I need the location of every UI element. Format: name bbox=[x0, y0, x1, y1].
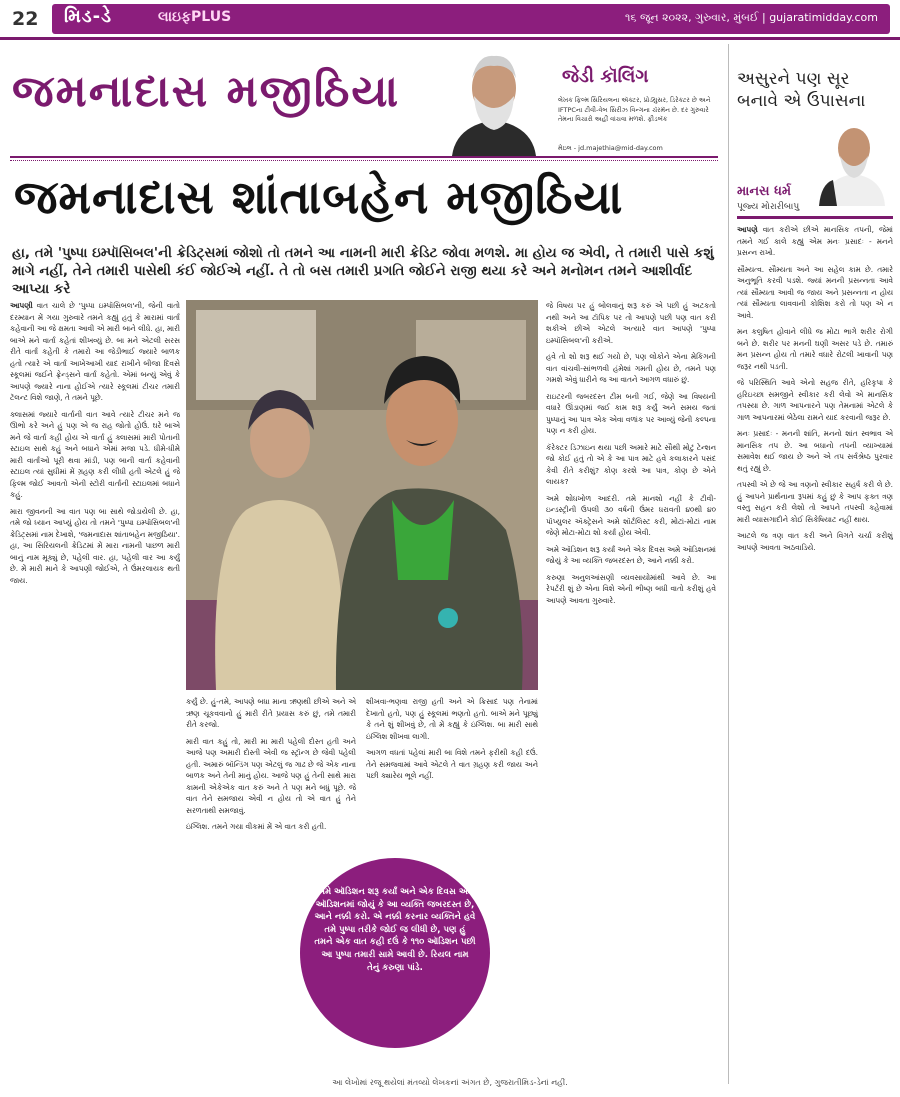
paragraph: કૅરેક્ટર ડિઝાઇન થયા પછી અમારે માટે સૌથી મોટું ટેન્શન જો કોઈ હતું તો એ કે આ પાત્ર માટે હવે કલાકારને પસંદ કેવી રીતે કરીશું? કોણ કરશે આ પાત્ર, કોણ છે એને લાયક? bbox=[546, 442, 716, 486]
paragraph: આગળ વધતાં પહેલાં મારી બા વિશે તમને ફરીથી કહી દઉં. તેને સમજવામાં આવે એટલે તે વાત ગ્રહણ કરી જાય અને પછી ક્યારેય ભૂલે નહીં. bbox=[366, 748, 538, 780]
text-column-1 bbox=[10, 300, 180, 1090]
paragraph: મનઃ પ્રસાદઃ - મનની શાંતિ, મનનો શાંત સ્વભાવ એ માનસિક તપ છે. આ બધાનો તપની વ્યાખ્યામાં સમાવેશ થઈ જાય છે અને એ તપ સર્વશ્રેષ્ઠ પુરવાર થતું રહ્યું છે. bbox=[737, 429, 893, 473]
sidebar-author: પૂજ્ય મોરારીબાપુ bbox=[737, 202, 800, 212]
paragraph: રાઇટરની જબરદસ્ત ટીમ બની ગઈ, જેણે આ વિષયની વધારે ઊંડાણમાં જઈ કામ શરૂ કર્યું અને સમય જતાં પુષ્પાનું આ પાત્ર એક એવા વળાંક પર આવ્યું જેની કલ્પના પણ ન કરી હોય. bbox=[546, 391, 716, 435]
paragraph: કરુણા અનુલઆંસણી વ્યવસાયોમાંથી આવે છે. આ રેપર્ટરી શું છે એના વિશે એની ભીષ્ણ બધી વાતો કરીશું હવે આપણે આવતા ગુરુવારે. bbox=[546, 572, 716, 605]
paragraph: જે પરિસ્થિતિ આવે એનો સહજ રીતે, હરિકૃપા કે હરિઇચ્છા સમજીને સ્વીકાર કરી લેવો એ માનસિક તપસ્યા છે. ગાળ આપનારને પણ તેમનામાં એટલે કે ગાળ આપનારમાં બેઠેલા રામને યાદ કરવાની જરૂર છે. bbox=[737, 378, 893, 422]
sidebar-column bbox=[728, 44, 892, 1084]
pull-quote: અમે ઑડિશન શરૂ કર્યાં અને એક દિવસ અમે ઑડિશનમાં જોયું કે આ વ્યક્તિ જબરદસ્ત છે, આને નક્કી કરો. એ નક્કી કરનાર વ્યક્તિને હવે તમે પુષ્પા તરીકે જોઈ જ લીધી છે, પણ હું તમને એક વાત કહી દઉં કે ૧૧૦ ઑડિશન પછી આ પુષ્પા તમારી સામે આવી છે. રિયલ નામ તેનું કરુણા પાંડે. bbox=[300, 858, 490, 1048]
paragraph: આપણે વાત કરીએ છીએ માનસિક તપની, જેમાં તમને ગઈ કાલે કહ્યું એમ મનઃ પ્રસાદઃ - મનને પ્રસન્ન રાખો. bbox=[737, 225, 893, 257]
divider bbox=[737, 216, 893, 219]
page-number: 22 bbox=[12, 8, 39, 30]
drop-lead: આપણે bbox=[737, 225, 758, 234]
paragraph: મારી વાત કહું તો, મારી મા મારી પહેલી દોસ્ત હતી અને આજે પણ અમારી દોસ્તી એવી જ સ્ટ્રૉન્ગ છે જેવી પહેલી હતી. અમારું બૉન્ડિંગ પણ એટલું જ ગાઢ છે જે એક નાના બાળક અને તેની માનું હોય. આજે પણ હું તેની સાથે મારા કામની એકેએક વાત કરું અને તે પણ મને બધું પૂછે. જે વાત તેને સમજાય એવી ન હોય તો એ વાત હું તેને સરળતાથી સમજાવું. bbox=[186, 736, 356, 815]
paragraph: તપસ્વી એ છે જે આ ત્રણનો સ્વીકાર સહર્ષ કરી લે છે. હું આપને પ્રાર્થનાના રૂપમાં કહું છું કે આપ ફક્ત ત્રણ વસ્તુ સહન કરી લેશો તો આપને તપસ્વી કહેવામાં મારી વ્યાસગાદીને કોઈ સિકેષિયાટ નહીં થાય. bbox=[737, 480, 893, 524]
author-photo bbox=[438, 48, 550, 156]
paragraph: અમે શોધખોળ આદરી. તમે માનશો નહીં કે ટીવી-ઇન્ડસ્ટ્રીની ઉપલી ૩૦ વર્ષની ઉંમર ધરાવતી ૪૦થી ૪૦ પૉપ્યુલર ઍક્ટ્રેસને અમે શૉર્ટલિસ્ટ કરી, મોટાં-મોટાં નામ જેણે મોટા-મોટા શો કર્યા હોય એવી. bbox=[546, 493, 716, 537]
paragraph: આપણી વાત ચાલે છે 'પુષ્પા ઇમ્પૉસિબલ'ની, જેની વાતો દરમ્યાન મેં ગયા ગુરુવારે તમને કહ્યું હતું કે મારામાં વાર્તા કહેવાની આ જે ક્ષમતા આવી એ મારી બાને લીધે. હા, મારી બાએ મને વાર્તા કહેતાં શીખવ્યું છે. બા મને એટલી સરસ રીતે વાર્તા કહેતી કે તમારો આ જેડીભાઈ જ્યારે બાળક હતો ત્યારે એ વાર્તા આખેઆખી યાદ રાખીને બીજા દિવસે સ્કૂલમાં જઈને ફ્રેન્ડ્સને વાર્તા કહેતો. એમાં બન્યું એવું કે આપણે જ્યારે નાના હોઈએ ત્યારે સ્કૂલમાં ટીચર તમારી ટૅલન્ટ વિશે જાણે, તે તમને પૂછે. bbox=[10, 301, 180, 402]
sidebar-title: અસુરને પણ સૂર બનાવે એ ઉપાસના bbox=[737, 69, 866, 111]
footer-disclaimer: આ લેખોમાં રજૂ થયેલાં મંતવ્યો લેખકનાં અંગત છે, ગુજરાતીમિડ-ડેનાં નહીં. bbox=[332, 1078, 568, 1087]
author-bio: લેખક ફિલ્મ સિરિયલના ઍક્ટર, પ્રોડ્યુસર, ડિરેક્ટર છે અને IFTPCના ટીવી-વેબ સિરીઝ વિન્ગના ચૅરમૅન છે. દર ગુરુવારે તેમના વિચારો અહીં વાંચવા મળશે. ફીડબૅક bbox=[558, 96, 711, 124]
masthead-bar bbox=[0, 0, 900, 40]
article-headline: જમનાદાસ શાંતાબહેન મજીઠિયા bbox=[14, 170, 624, 224]
date-line: ૧૬ જૂન ૨૦૨૨, ગુરુવાર, મુંબઈ | gujaratimidday.com bbox=[624, 11, 878, 24]
paragraph: મારા જીવનની આ વાત પણ બા સાથે જોડાયેલી છે. હા, તમે જો ધ્યાન આપ્યું હોય તો તમને 'પુષ્પા ઇમ્પૉસિબલ'ની ક્રેડિટ્સમાં નામ દેખાશે, 'જમનાદાસ શાંતાબહેન મજીઠિયા'. હા, આ સિરિયલની ક્રેડિટમાં મેં મારા નામની પાછળ મારી બાનું નામ મૂક્યું છે, પહેલી વાર. હા, પહેલી વાર આ કર્યું છે. મેં મારી માને કે આપણી જોઈએ, તે ઉંમરલાયક થતી જાય. bbox=[10, 506, 180, 585]
column-title: જમનાદાસ મજીઠિયા bbox=[12, 66, 401, 117]
brand-logo: મિડ-ડે bbox=[64, 6, 113, 27]
sidebar-author-photo bbox=[815, 114, 893, 206]
paragraph: જે વિષય પર હું બોલવાનું શરૂ કરું એ પછી હું અટકતો નથી અને આ ટૉપિક પર તો આપણે પછી પણ વાત કરી શકીએ છીએ એટલે અત્યારે વાત આપણે 'પુષ્પા ઇમ્પૉસિબલ'ની કરીએ. bbox=[546, 301, 716, 345]
section-name: લાઇફPLUS bbox=[158, 9, 232, 25]
divider bbox=[10, 156, 718, 161]
article-photo bbox=[186, 300, 538, 690]
paragraph: શીખવા-ભણવા રાજી હતી અને એ ક્રિસાદ પણ તેનામાં દેખાતો હતો, પણ હું સ્કૂલમાં ભણતો હતો. બાએ મને પૂછ્યું કે તને શું શીખવું છે, તો મેં કહ્યું કે ઇંગ્લિશ. બા મારી સાથે ઇંગ્લિશ શીખવા લાગી. bbox=[366, 697, 538, 741]
author-email: મેઇલ - jd.majethia@mid-day.com bbox=[558, 144, 663, 152]
sidebar-body bbox=[737, 224, 893, 1084]
drop-lead: આપણી bbox=[10, 301, 33, 310]
text-column-4 bbox=[546, 300, 716, 1090]
paragraph: સૌમ્યત્વ. સૌમ્યતા અને આ સહેલ કામ છે. તમારે અનુભૂતિ કરવી પડશે. જ્યાં મનની પ્રસન્નતા આવે ત્યાં સૌમ્યતા આવી જ જાય અને પ્રસન્નતા ન હોય ત્યાં સૌમ્યતા લાવવાની કોશિશ કરો તો પણ એ ન આવે. bbox=[737, 264, 893, 320]
paragraph: ક્લાસમાં જ્યારે વાર્તાની વાત આવે ત્યારે ટીચર મને જ ઊભો કરે અને હું પણ એ જ રાહ જોતો હોઉં. ઘરે બાએ મને જે વાર્તા કહી હોય એ વાર્તા હું ક્લાસમાં મારી પોતાની સ્ટાઇલ સાથે કહું અને બધાને એમાં મજા પડે. ધીમે-ધીમે મારી વાર્તાઓ પૂરી થવા માંડી, પણ બાની વાર્તા કહેવાની સ્ટાઇલ ત્યાં સુધીમાં મેં ગ્રહણ કરી લીધી હતી એટલે હું જે ફિલ્મ જોઈ આવતો એની સ્ટોરી વાર્તાની સ્ટાઇલમાં બધાને કહું. bbox=[10, 409, 180, 499]
paragraph: મન કલુષિત હોવાને લીધે જ મોટા ભાગે શરીર રોગી બને છે. શરીર પર મનની ઘણી અસર પડે છે. તમારું મન પ્રસન્ન હોય તો તમારે વધારે રોટલી ખાવાની પણ જરૂર નથી પડતી. bbox=[737, 327, 893, 371]
paragraph: આટલે જ ત્રણ વાત કરી અને વિગતે ચર્ચા કરીશું આપણે આવતા અઠવાડિયે. bbox=[737, 531, 893, 552]
article-standfirst: હા, તમે 'પુષ્પા ઇમ્પૉસિબલ'ની ક્રેડિટ્સમાં જોશો તો તમને આ નામની મારી ક્રેડિટ જોવા મળશે. મા હોય જ એવી, તે તમારી પાસે કશું માગે નહીં, તેને તમારી પાસેથી કંઈ જોઈએ નહીં. તે તો બસ તમારી પ્રગતિ જોઈને રાજી થયા કરે અને મનોમન તમને આશીર્વાદ આપ્યા કરે bbox=[12, 245, 714, 297]
paragraph: અમે ઑડિશન શરૂ કર્યાં અને એક દિવસ અમે ઑડિશનમાં જોયું કે આ વ્યક્તિ જબરદસ્ત છે, આને નક્કી કરો. bbox=[546, 544, 716, 565]
sidebar-kicker: માનસ ધર્મ bbox=[737, 184, 792, 199]
author-name: જેડી કૉલિંગ bbox=[562, 66, 649, 87]
paragraph: હવે તો શો શરૂ થઈ ગયો છે, પણ લોકોને એના મેકિંગની વાત વાંચવી-સાંભળવી હંમેશાં ગમતી હોય છે, તમને પણ ગમશે એવું ધારીને જ આ વાતને આગળ વધારું છું. bbox=[546, 352, 716, 384]
paragraph: કર્યું છે. હું-તમે, આપણે બધા માના ઋણથી છીએ અને એ ઋણ ચૂકવવાનો હું મારી રીતે પ્રયાસ કરું છું, તમે તમારી રીતે કરજો. bbox=[186, 697, 356, 729]
text-column-3 bbox=[366, 696, 538, 856]
main-column bbox=[10, 44, 718, 1090]
paragraph: ઇંગ્લિશ. તમને ગયા વીકમાં મેં એ વાત કરી હતી. bbox=[186, 822, 327, 831]
